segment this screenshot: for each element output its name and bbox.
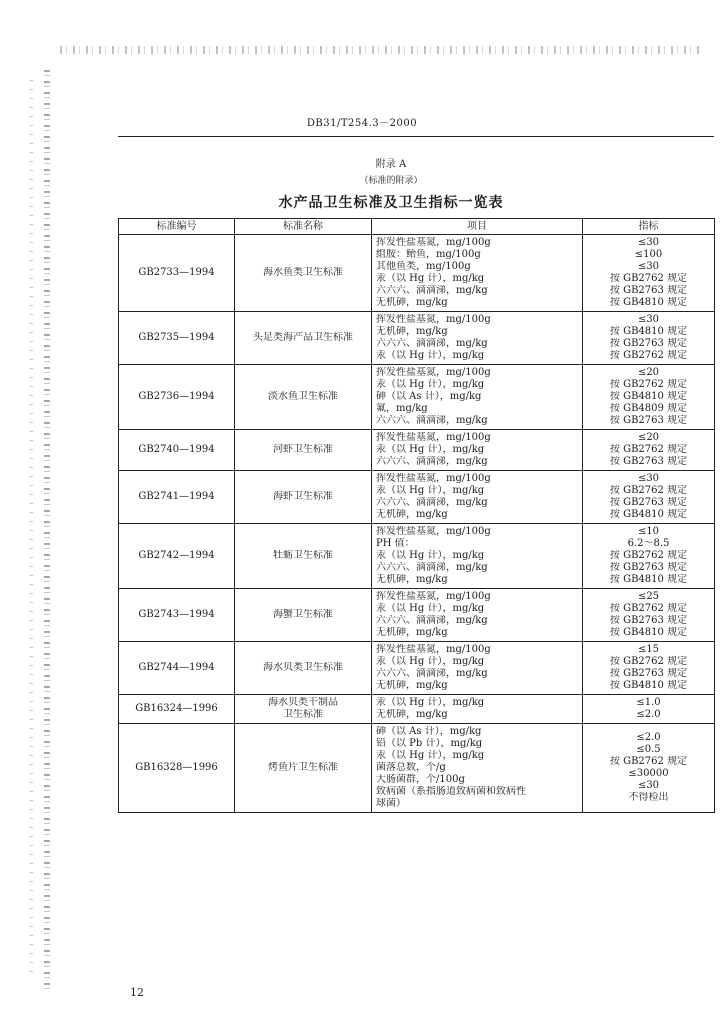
item-line: 挥发性盐基氮，mg/100g bbox=[376, 526, 491, 537]
value-line: 按 GB4810 规定 bbox=[609, 509, 688, 520]
standard-name-cell bbox=[235, 471, 372, 524]
items-cell bbox=[372, 365, 583, 430]
item-line: 致病菌（系指肠道致病菌和致病性 bbox=[376, 786, 526, 797]
table-row bbox=[119, 642, 715, 695]
standard-code-cell: GB16324—1996 bbox=[119, 695, 235, 724]
value-line: 按 GB2763 规定 bbox=[609, 456, 688, 467]
standard-name-cell bbox=[235, 724, 372, 813]
standard-name-line: 牡蛎卫生标准 bbox=[273, 550, 333, 561]
item-line: 挥发性盐基氮，mg/100g bbox=[376, 473, 491, 484]
item-line: 无机砷，mg/kg bbox=[376, 326, 448, 337]
item-line: 六六六、滴滴涕，mg/kg bbox=[376, 456, 488, 467]
item-line: 砷（以 As 计），mg/kg bbox=[376, 391, 482, 402]
item-line: 大肠菌群，个/100g bbox=[376, 774, 465, 785]
value-line: ≤30 bbox=[637, 473, 660, 484]
standard-name-cell bbox=[235, 312, 372, 365]
items-cell bbox=[372, 642, 583, 695]
value-line: ≤20 bbox=[637, 432, 660, 443]
value-line: ≤20 bbox=[637, 367, 660, 378]
value-line: 按 GB2763 规定 bbox=[609, 615, 688, 626]
item-line: 砷（以 As 计），mg/kg bbox=[376, 726, 482, 737]
value-line: 按 GB2763 规定 bbox=[609, 415, 688, 426]
table-heading: 水产品卫生标准及卫生指标一览表 bbox=[278, 195, 504, 211]
standard-name-cell bbox=[235, 430, 372, 471]
item-line: 组胺：鲐鱼，mg/100g bbox=[376, 249, 481, 260]
value-line: ≤30 bbox=[637, 237, 660, 248]
item-line: 挥发性盐基氮，mg/100g bbox=[376, 367, 491, 378]
standard-name-line: 烤鱼片卫生标准 bbox=[268, 762, 338, 773]
item-line: 六六六、滴滴涕，mg/kg bbox=[376, 338, 488, 349]
item-line: 挥发性盐基氮，mg/100g bbox=[376, 591, 491, 602]
value-line: ≤30 bbox=[637, 261, 660, 272]
value-line: 按 GB2763 规定 bbox=[609, 338, 688, 349]
item-line: 挥发性盐基氮，mg/100g bbox=[376, 314, 491, 325]
column-header-values: 指标 bbox=[583, 219, 715, 235]
value-line: 不得检出 bbox=[628, 792, 669, 803]
table-row bbox=[119, 430, 715, 471]
value-line: 按 GB2762 规定 bbox=[609, 350, 688, 361]
value-line: ≤10 bbox=[637, 526, 660, 537]
standard-name-cell bbox=[235, 589, 372, 642]
table-row bbox=[119, 471, 715, 524]
standard-code-cell: GB2736—1994 bbox=[119, 365, 235, 430]
value-line: ≤25 bbox=[637, 591, 660, 602]
scan-top-noise bbox=[60, 46, 700, 54]
values-cell bbox=[583, 312, 715, 365]
item-line: 汞（以 Hg 计），mg/kg bbox=[376, 485, 485, 496]
standard-code-cell: GB2742—1994 bbox=[119, 524, 235, 589]
value-line: 按 GB4810 规定 bbox=[609, 326, 688, 337]
item-line: 汞（以 Hg 计），mg/kg bbox=[376, 656, 485, 667]
value-line: 按 GB2762 规定 bbox=[609, 550, 688, 561]
value-line: 按 GB2762 规定 bbox=[609, 379, 688, 390]
value-line: 按 GB4810 规定 bbox=[609, 391, 688, 402]
table-row bbox=[119, 589, 715, 642]
value-line: ≤30000 bbox=[628, 768, 669, 779]
value-line: 按 GB2763 规定 bbox=[609, 562, 688, 573]
item-line: 氟，mg/kg bbox=[376, 403, 428, 414]
value-line: ≤100 bbox=[634, 249, 663, 260]
item-line: 汞（以 Hg 计），mg/kg bbox=[376, 603, 485, 614]
scan-binding-edge-outer bbox=[30, 80, 33, 980]
document-code: DB31/T254.3－2000 bbox=[306, 118, 418, 129]
value-line: 6.2～8.5 bbox=[627, 538, 670, 549]
standard-code-cell: GB2735—1994 bbox=[119, 312, 235, 365]
standard-name-cell bbox=[235, 642, 372, 695]
value-line: 按 GB4809 规定 bbox=[609, 403, 688, 414]
standards-table bbox=[118, 218, 715, 813]
values-cell bbox=[583, 589, 715, 642]
values-cell bbox=[583, 430, 715, 471]
column-header-code: 标准编号 bbox=[119, 219, 235, 235]
item-line: 六六六、滴滴涕，mg/kg bbox=[376, 415, 488, 426]
standard-code-cell: GB2743—1994 bbox=[119, 589, 235, 642]
item-line: 挥发性盐基氮，mg/100g bbox=[376, 237, 491, 248]
table-header-row bbox=[119, 219, 715, 235]
value-line: 按 GB4810 规定 bbox=[609, 574, 688, 585]
standard-code-cell: GB2741—1994 bbox=[119, 471, 235, 524]
value-line: 按 GB4810 规定 bbox=[609, 297, 688, 308]
annex-note: （标准的附录） bbox=[359, 176, 423, 186]
item-line: 汞（以 Hg 计），mg/kg bbox=[376, 750, 485, 761]
items-cell bbox=[372, 235, 583, 312]
header-rule bbox=[118, 136, 714, 137]
standard-name-line: 海虾卫生标准 bbox=[273, 491, 333, 502]
value-line: ≤0.5 bbox=[636, 744, 661, 755]
item-line: 挥发性盐基氮，mg/100g bbox=[376, 644, 491, 655]
standard-code-cell: GB2733—1994 bbox=[119, 235, 235, 312]
value-line: 按 GB4810 规定 bbox=[609, 680, 688, 691]
item-line: 无机砷，mg/kg bbox=[376, 297, 448, 308]
value-line: 按 GB2762 规定 bbox=[609, 444, 688, 455]
item-line: 铅（以 Pb 计），mg/kg bbox=[376, 738, 483, 749]
item-line: 无机砷，mg/kg bbox=[376, 709, 448, 720]
item-line: 汞（以 Hg 计），mg/kg bbox=[376, 273, 485, 284]
item-line: PH 值： bbox=[376, 538, 415, 549]
table-row bbox=[119, 235, 715, 312]
standard-name-cell bbox=[235, 365, 372, 430]
table-row bbox=[119, 724, 715, 813]
value-line: 按 GB2762 规定 bbox=[609, 273, 688, 284]
standard-name-cell bbox=[235, 695, 372, 724]
item-line: 菌落总数，个/g bbox=[376, 762, 446, 773]
value-line: ≤30 bbox=[637, 780, 660, 791]
value-line: ≤2.0 bbox=[636, 709, 661, 720]
standard-name-line: 河虾卫生标准 bbox=[273, 444, 333, 455]
table-row bbox=[119, 695, 715, 724]
standard-name-line: 卫生标准 bbox=[283, 709, 323, 720]
value-line: 按 GB2763 规定 bbox=[609, 285, 688, 296]
table-row bbox=[119, 524, 715, 589]
value-line: 按 GB2763 规定 bbox=[609, 497, 688, 508]
item-line: 挥发性盐基氮，mg/100g bbox=[376, 432, 491, 443]
value-line: 按 GB2762 规定 bbox=[609, 603, 688, 614]
standard-name-line: 头足类海产品卫生标准 bbox=[253, 332, 353, 343]
values-cell bbox=[583, 642, 715, 695]
standard-code-cell: GB2740—1994 bbox=[119, 430, 235, 471]
values-cell bbox=[583, 524, 715, 589]
item-line: 汞（以 Hg 计），mg/kg bbox=[376, 550, 485, 561]
values-cell bbox=[583, 695, 715, 724]
item-line: 六六六、滴滴涕，mg/kg bbox=[376, 285, 488, 296]
value-line: ≤15 bbox=[637, 644, 660, 655]
items-cell bbox=[372, 695, 583, 724]
item-line: 无机砷，mg/kg bbox=[376, 509, 448, 520]
value-line: 按 GB2763 规定 bbox=[609, 668, 688, 679]
value-line: 按 GB4810 规定 bbox=[609, 627, 688, 638]
items-cell bbox=[372, 430, 583, 471]
value-line: ≤30 bbox=[637, 314, 660, 325]
item-line: 球菌） bbox=[376, 798, 406, 809]
table-row bbox=[119, 365, 715, 430]
item-line: 其他鱼类，mg/100g bbox=[376, 261, 471, 272]
standard-code-cell: GB16328—1996 bbox=[119, 724, 235, 813]
item-line: 六六六、滴滴涕，mg/kg bbox=[376, 668, 488, 679]
item-line: 无机砷，mg/kg bbox=[376, 574, 448, 585]
annex-title: 附录 A bbox=[375, 159, 407, 170]
table-row bbox=[119, 312, 715, 365]
items-cell bbox=[372, 312, 583, 365]
item-line: 汞（以 Hg 计），mg/kg bbox=[376, 350, 485, 361]
column-header-items: 项目 bbox=[372, 219, 583, 235]
standard-name-line: 海水贝类干制品 bbox=[268, 697, 338, 708]
column-header-name: 标准名称 bbox=[235, 219, 372, 235]
item-line: 六六六、滴滴涕，mg/kg bbox=[376, 562, 488, 573]
item-line: 无机砷，mg/kg bbox=[376, 680, 448, 691]
standard-name-line: 海水鱼类卫生标准 bbox=[263, 267, 343, 278]
values-cell bbox=[583, 365, 715, 430]
item-line: 无机砷，mg/kg bbox=[376, 627, 448, 638]
standard-name-line: 海蟹卫生标准 bbox=[273, 609, 333, 620]
table-body bbox=[119, 235, 715, 813]
standard-name-line: 淡水鱼卫生标准 bbox=[268, 391, 338, 402]
items-cell bbox=[372, 471, 583, 524]
item-line: 汞（以 Hg 计），mg/kg bbox=[376, 379, 485, 390]
item-line: 汞（以 Hg 计），mg/kg bbox=[376, 444, 485, 455]
item-line: 六六六、滴滴涕，mg/kg bbox=[376, 497, 488, 508]
items-cell bbox=[372, 524, 583, 589]
values-cell bbox=[583, 724, 715, 813]
value-line: 按 GB2762 规定 bbox=[609, 485, 688, 496]
standard-name-cell bbox=[235, 524, 372, 589]
page-number: 12 bbox=[130, 986, 144, 999]
value-line: ≤1.0 bbox=[636, 697, 661, 708]
items-cell bbox=[372, 724, 583, 813]
items-cell bbox=[372, 589, 583, 642]
value-line: 按 GB2762 规定 bbox=[609, 756, 688, 767]
item-line: 六六六、滴滴涕，mg/kg bbox=[376, 615, 488, 626]
standard-code-cell: GB2744—1994 bbox=[119, 642, 235, 695]
values-cell bbox=[583, 235, 715, 312]
value-line: 按 GB2762 规定 bbox=[609, 656, 688, 667]
value-line: ≤2.0 bbox=[636, 732, 661, 743]
standard-name-cell bbox=[235, 235, 372, 312]
standard-name-line: 海水贝类卫生标准 bbox=[263, 662, 343, 673]
item-line: 汞（以 Hg 计），mg/kg bbox=[376, 697, 485, 708]
values-cell bbox=[583, 471, 715, 524]
